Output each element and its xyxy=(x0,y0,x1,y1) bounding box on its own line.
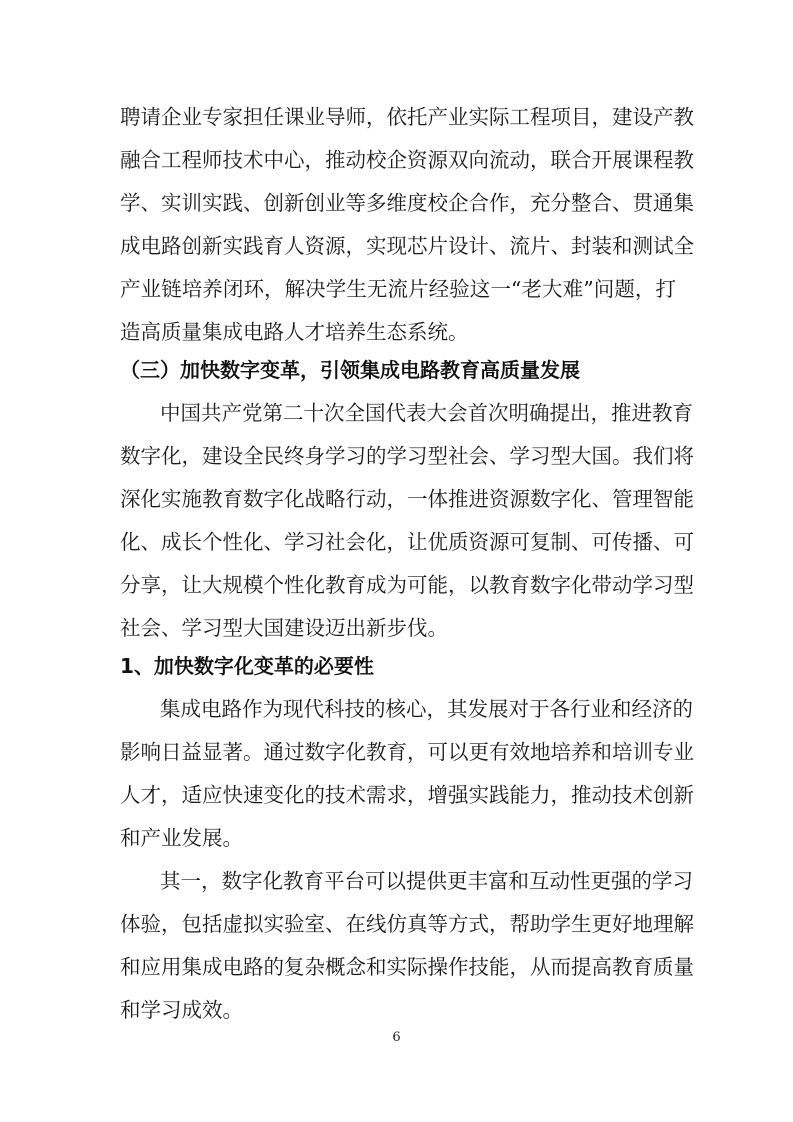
paragraph-line: 社会、学习型大国建设迈出新步伐。 xyxy=(120,616,448,640)
page-number: 6 xyxy=(392,1030,401,1045)
paragraph-line: 和学习成效。 xyxy=(120,998,243,1022)
paragraph-line: 产业链培养闭环，解决学生无流片经验这一“老大难”问题，打 xyxy=(120,277,676,301)
paragraph-line: 分享，让大规模个性化教育成为可能，以教育数字化带动学习型 xyxy=(120,573,694,597)
paragraph-line: 数字化，建设全民终身学习的学习型社会、学习型大国。我们将 xyxy=(120,444,694,468)
subsection-heading: 1、加快数字化变革的必要性 xyxy=(120,654,374,678)
paragraph-line: 聘请企业专家担任课业导师，依托产业实际工程项目，建设产教 xyxy=(120,105,694,129)
paragraph-line: 人才，适应快速变化的技术需求，增强实践能力，推动技术创新 xyxy=(120,783,694,807)
paragraph-line: 学、实训实践、创新创业等多维度校企合作，充分整合、贯通集 xyxy=(120,191,694,215)
paragraph-line: 造高质量集成电路人才培养生态系统。 xyxy=(120,320,469,344)
paragraph-line: 影响日益显著。通过数字化教育，可以更有效地培养和培训专业 xyxy=(120,740,694,764)
paragraph-line: 集成电路作为现代科技的核心，其发展对于各行业和经济的 xyxy=(160,697,693,721)
paragraph-line: 其一，数字化教育平台可以提供更丰富和互动性更强的学习 xyxy=(160,869,693,893)
paragraph-line: 和产业发展。 xyxy=(120,826,243,850)
paragraph-line: 成电路创新实践育人资源，实现芯片设计、流片、封装和测试全 xyxy=(120,234,694,258)
paragraph-line: 深化实施教育数字化战略行动，一体推进资源数字化、管理智能 xyxy=(120,487,694,511)
paragraph-line: 体验，包括虚拟实验室、在线仿真等方式，帮助学生更好地理解 xyxy=(120,912,694,936)
section-heading: （三）加快数字变革，引领集成电路教育高质量发展 xyxy=(120,358,580,382)
paragraph-line: 化、成长个性化、学习社会化，让优质资源可复制、可传播、可 xyxy=(120,530,694,554)
paragraph-line: 融合工程师技术中心，推动校企资源双向流动，联合开展课程教 xyxy=(120,148,694,172)
paragraph-line: 中国共产党第二十次全国代表大会首次明确提出，推进教育 xyxy=(160,401,693,425)
paragraph-line: 和应用集成电路的复杂概念和实际操作技能，从而提高教育质量 xyxy=(120,955,694,979)
